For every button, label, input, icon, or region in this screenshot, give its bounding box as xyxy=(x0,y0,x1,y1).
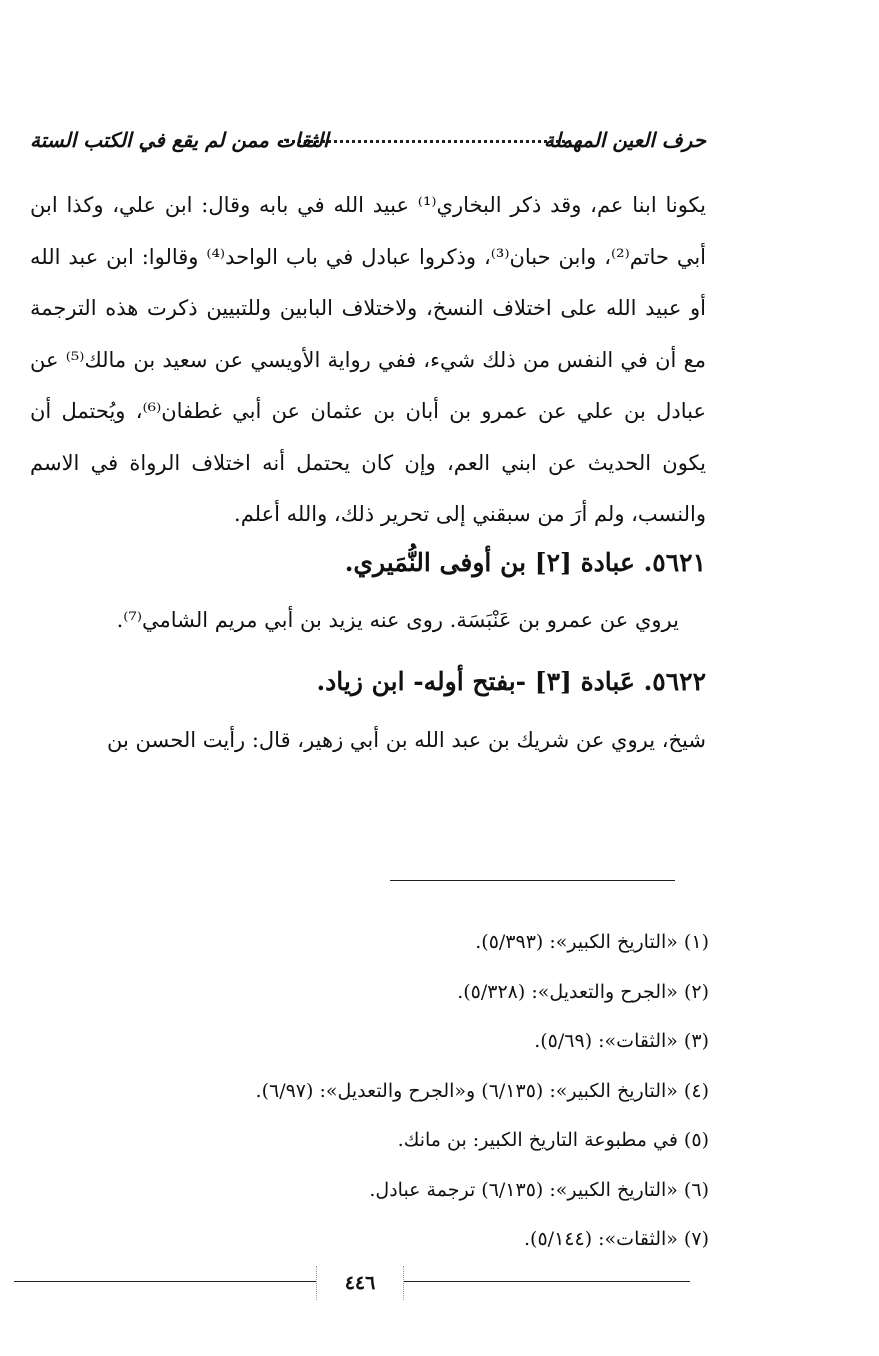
footnotes xyxy=(149,918,709,1265)
entry-heading-5621: ٥٦٢١. عبادة [٢] بن أوفى النُّمَيري. xyxy=(344,548,706,577)
footnote-separator xyxy=(390,880,675,881)
page-number: ٤٤٦ xyxy=(316,1266,404,1300)
footnote-3: (٣) «الثقات»: (٥/٦٩). xyxy=(534,1030,709,1052)
body-text xyxy=(30,180,706,541)
entry-text-5621: يروي عن عمرو بن عَنْبَسَة. روى عنه يزيد بن أبي مريم الشامي⁽⁷⁾. xyxy=(116,608,679,632)
footnote-7: (٧) «الثقات»: (٥/١٤٤). xyxy=(524,1228,709,1250)
footnote-6: (٦) «التاريخ الكبير»: (٦/١٣٥) ترجمة عبادل. xyxy=(369,1178,709,1201)
running-head-section: حرف العين المهملة xyxy=(544,128,706,152)
entry-heading-5622: ٥٦٢٢. عَبادة [٣] -بفتح أوله- ابن زياد. xyxy=(316,667,706,696)
running-head-book-title: الثقات ممن لم يقع في الكتب الستة xyxy=(30,128,329,152)
footnote-5: (٥) في مطبوعة التاريخ الكبير: بن مانك. xyxy=(397,1129,709,1151)
entry-text-5622: شيخ، يروي عن شريك بن عبد الله بن أبي زهير، قال: رأيت الحسن بن xyxy=(107,728,706,752)
running-head xyxy=(30,128,706,156)
footnote-4: (٤) «التاريخ الكبير»: (٦/١٣٥) و«الجرح والتعديل»: (٦/٩٧). xyxy=(255,1079,709,1102)
body-paragraph: يكونا ابنا عم، وقد ذكر البخاري⁽¹⁾ عبيد الله في بابه وقال: ابن علي، وكذا ابن أبي حاتم⁽²⁾، وابن حبان⁽³⁾، وذكروا عبادل في باب الواحد⁽⁴⁾ وقالوا: ابن عبد الله أو عبيد الله على اختلاف النسخ، ولاختلاف البابين وللتبيين ذكرت هذه الترجمة مع أن في النفس من ذلك شيء، ففي رواية الأويسي عن سعيد بن مالك⁽⁵⁾ عن عبادل بن علي عن عمرو بن أبان بن عثمان عن أبي غطفان⁽⁶⁾، ويُحتمل أن يكون الحديث عن ابني العم، وإن كان يحتمل أنه اختلاف الرواة في الاسم والنسب، ولم أرَ من سبقني إلى تحرير ذلك، والله أعلم. xyxy=(30,193,707,526)
footnote-2: (٢) «الجرح والتعديل»: (٥/٣٢٨). xyxy=(457,980,709,1003)
footnote-1: (١) «التاريخ الكبير»: (٥/٣٩٣). xyxy=(475,931,709,953)
